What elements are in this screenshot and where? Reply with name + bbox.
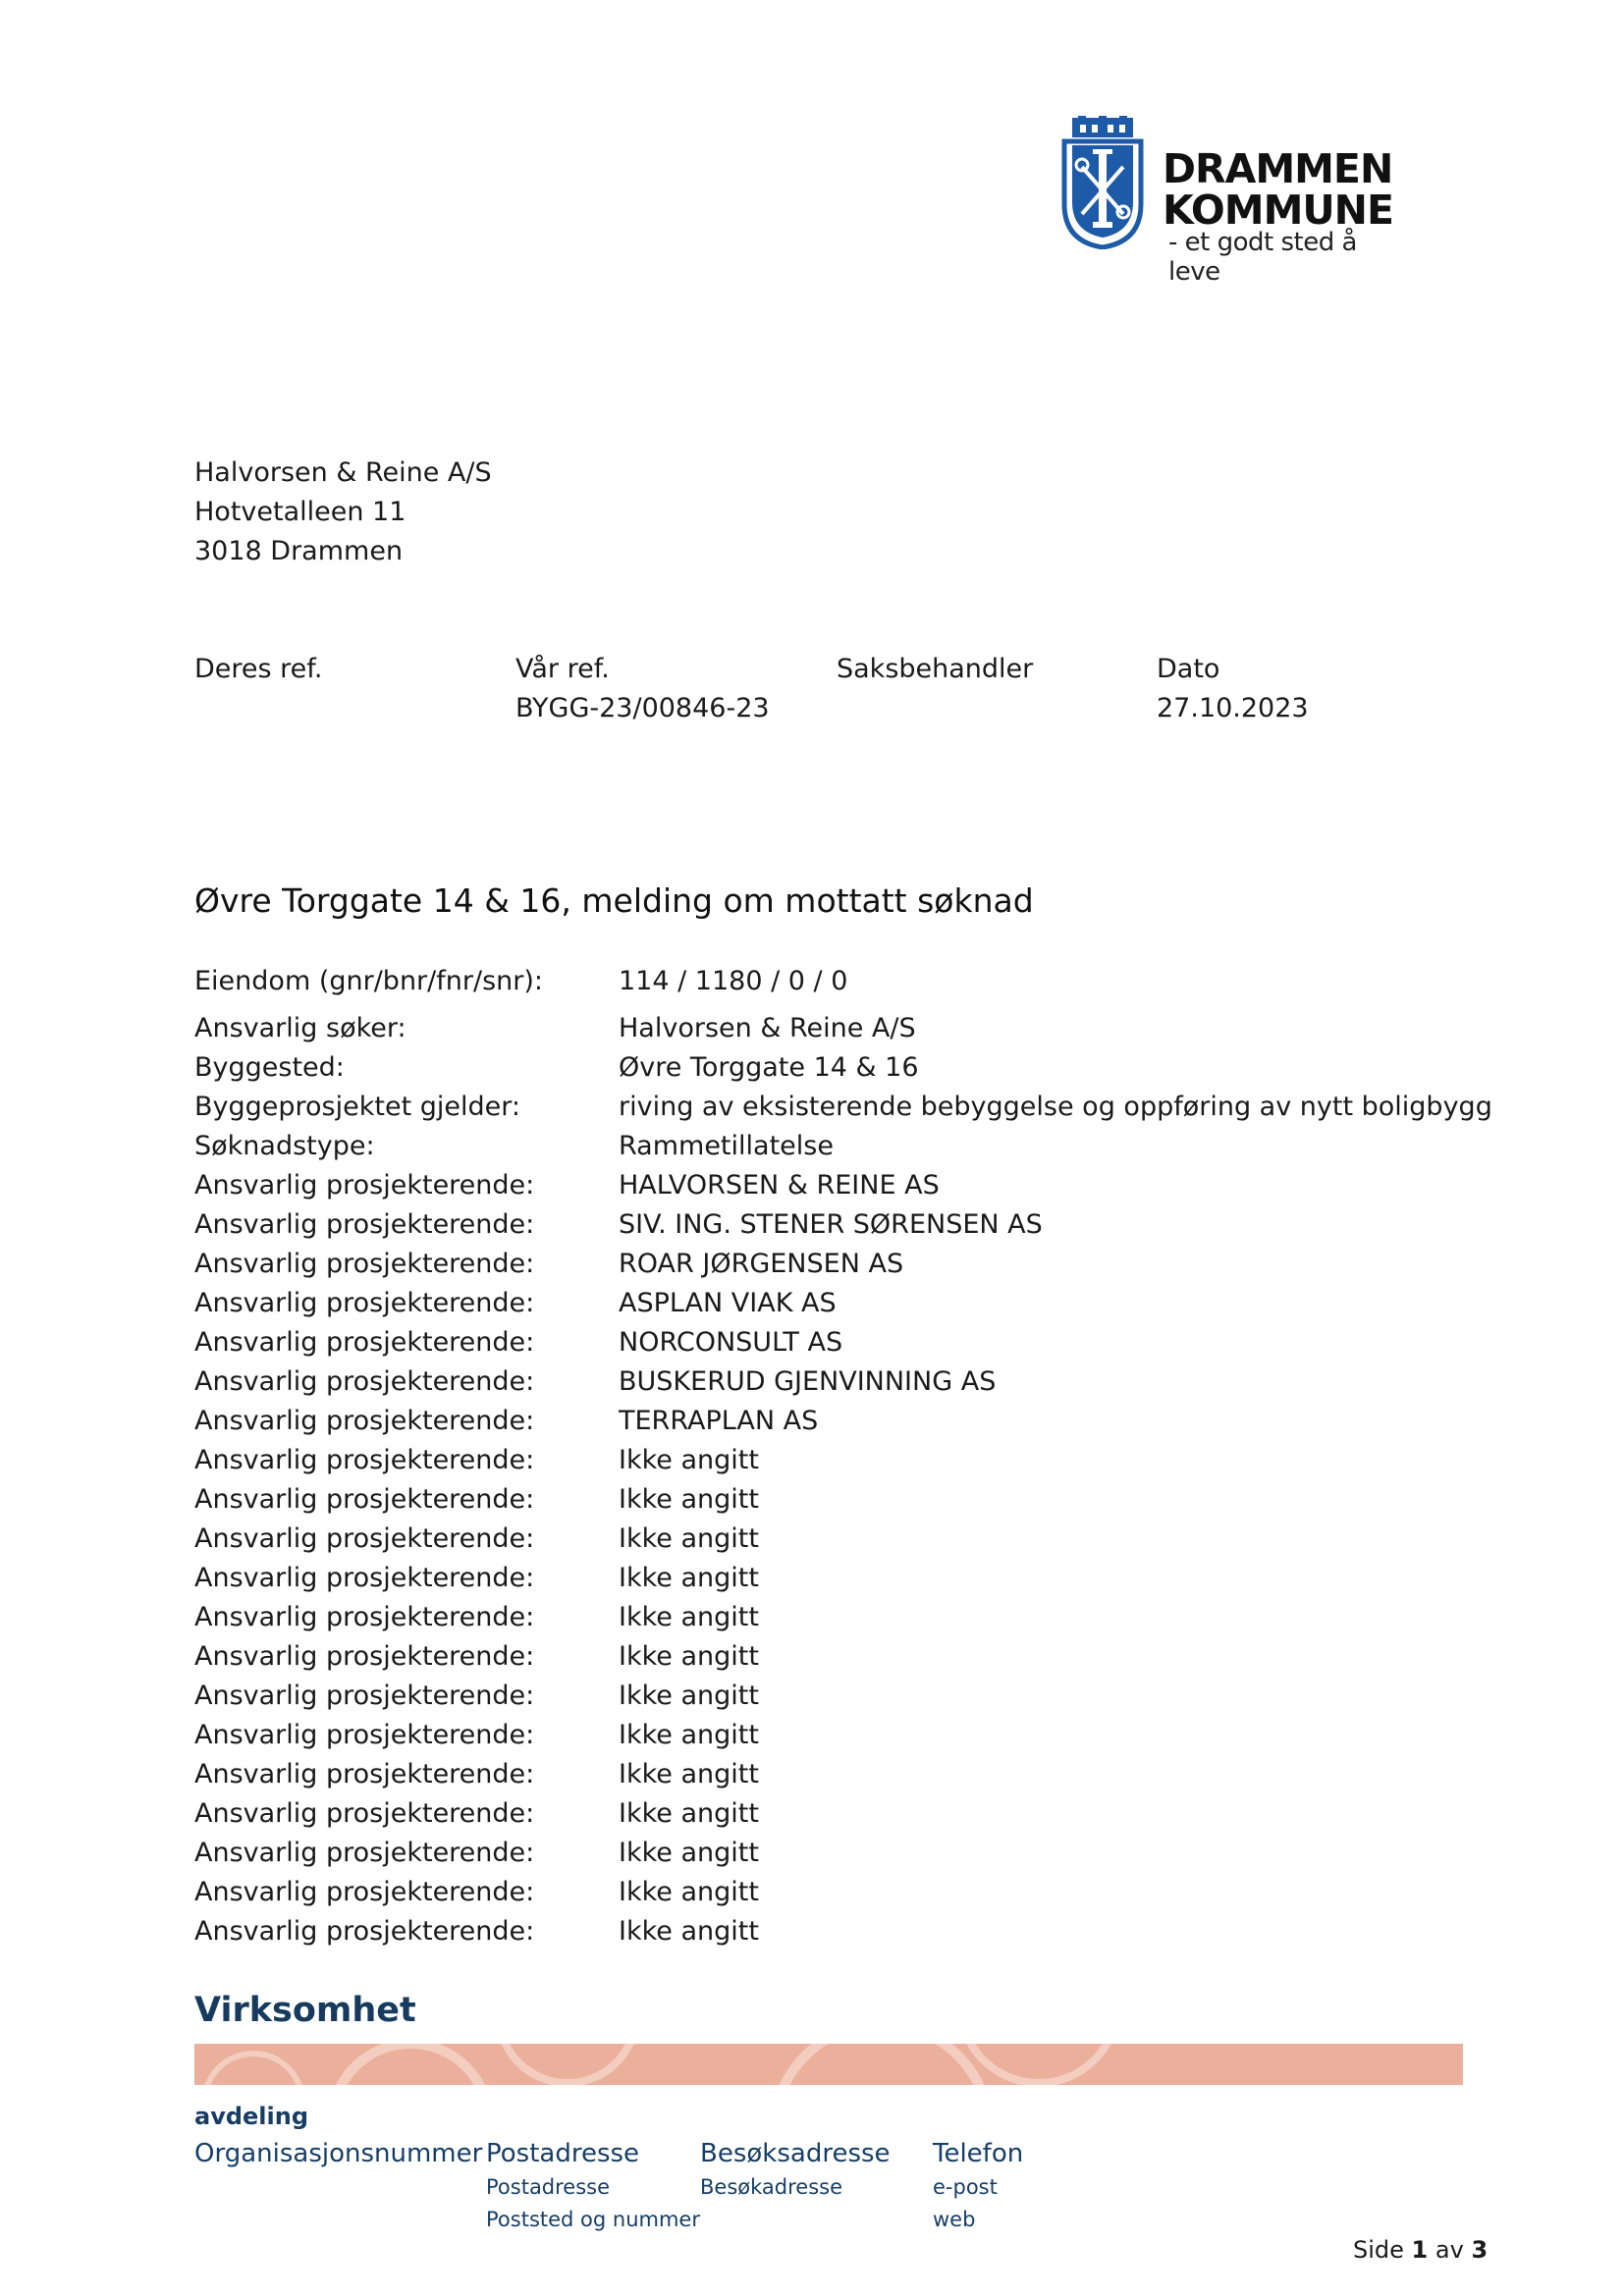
property-row <box>194 1559 1492 1598</box>
property-row <box>194 1402 1492 1441</box>
footer-col-head: Postadresse <box>486 2139 640 2168</box>
property-label: Ansvarlig prosjekterende: <box>194 1681 535 1711</box>
footer-col-orgnr <box>194 2136 482 2171</box>
property-value: riving av eksisterende bebyggelse og oppføring av nytt boligbygg <box>619 1092 1492 1122</box>
recipient-city: 3018 Drammen <box>194 536 404 566</box>
property-row <box>194 1716 1492 1755</box>
property-label: Ansvarlig prosjekterende: <box>194 1327 535 1358</box>
property-row <box>194 1245 1492 1284</box>
property-label: Ansvarlig prosjekterende: <box>194 1798 535 1829</box>
property-label: Ansvarlig prosjekterende: <box>194 1249 535 1279</box>
logo-line-2: KOMMUNE <box>1163 187 1393 234</box>
property-value: Øvre Torggate 14 & 16 <box>619 1052 919 1083</box>
property-row <box>194 1520 1492 1559</box>
property-label: Ansvarlig prosjekterende: <box>194 1602 535 1632</box>
property-value: Ikke angitt <box>619 1523 759 1554</box>
footer-organization: Virksomhet <box>194 1991 416 2030</box>
property-value: Ikke angitt <box>619 1563 759 1593</box>
footer-col-line: Poststed og nummer <box>486 2208 700 2231</box>
footer-col-postadresse <box>486 2136 700 2236</box>
property-label: Ansvarlig prosjekterende: <box>194 1406 535 1436</box>
property-label: Ansvarlig søker: <box>194 1013 406 1043</box>
page-middle: av <box>1435 2236 1464 2264</box>
property-label: Ansvarlig prosjekterende: <box>194 1445 535 1475</box>
property-value: ROAR JØRGENSEN AS <box>619 1249 904 1279</box>
property-label: Ansvarlig prosjekterende: <box>194 1209 535 1240</box>
footer-col-line: e-post <box>933 2175 998 2199</box>
property-row <box>194 1834 1492 1873</box>
footer-decorative-band <box>194 2044 1463 2085</box>
property-value: Ikke angitt <box>619 1445 759 1475</box>
property-value: Ikke angitt <box>619 1641 759 1672</box>
property-label: Ansvarlig prosjekterende: <box>194 1523 535 1554</box>
property-value: Ikke angitt <box>619 1838 759 1868</box>
property-row <box>194 1127 1492 1166</box>
property-list <box>194 962 1492 1951</box>
property-value: Ikke angitt <box>619 1602 759 1632</box>
property-label: Ansvarlig prosjekterende: <box>194 1641 535 1672</box>
page-indicator <box>1353 2236 1488 2264</box>
property-row <box>194 1362 1492 1402</box>
property-value: Halvorsen & Reine A/S <box>619 1013 916 1043</box>
property-row <box>194 1009 1492 1048</box>
property-value: Ikke angitt <box>619 1681 759 1711</box>
property-label: Ansvarlig prosjekterende: <box>194 1563 535 1593</box>
property-value: NORCONSULT AS <box>619 1327 843 1358</box>
property-label: Ansvarlig prosjekterende: <box>194 1916 535 1947</box>
property-row <box>194 1480 1492 1520</box>
property-row <box>194 1873 1492 1912</box>
document-title: Øvre Torggate 14 & 16, melding om mottatt søknad <box>194 881 1034 920</box>
footer-col-line: web <box>933 2208 976 2231</box>
property-value: Ikke angitt <box>619 1484 759 1515</box>
property-row <box>194 1088 1492 1127</box>
property-value: Rammetillatelse <box>619 1131 834 1161</box>
deres-ref-label: Deres ref. <box>194 654 323 684</box>
property-value: Ikke angitt <box>619 1877 759 1907</box>
property-value: Ikke angitt <box>619 1720 759 1750</box>
recipient-name: Halvorsen & Reine A/S <box>194 457 492 488</box>
band-pattern-icon <box>194 2044 1463 2085</box>
logo-tagline: - et godt sted å leve <box>1168 228 1357 287</box>
footer-col-telefon <box>933 2136 1023 2236</box>
property-value: Ikke angitt <box>619 1798 759 1829</box>
property-row <box>194 1912 1492 1951</box>
property-row <box>194 1794 1492 1834</box>
footer-col-besoksadresse <box>700 2136 891 2204</box>
property-label: Ansvarlig prosjekterende: <box>194 1170 535 1201</box>
property-label: Søknadstype: <box>194 1131 375 1161</box>
property-row <box>194 1637 1492 1677</box>
property-row <box>194 1166 1492 1205</box>
page-current: 1 <box>1411 2236 1429 2264</box>
property-label: Ansvarlig prosjekterende: <box>194 1484 535 1515</box>
property-value: Ikke angitt <box>619 1916 759 1947</box>
saksbehandler-label: Saksbehandler <box>837 654 1034 684</box>
property-label: Ansvarlig prosjekterende: <box>194 1366 535 1397</box>
footer-col-head: Telefon <box>933 2139 1024 2168</box>
property-label: Ansvarlig prosjekterende: <box>194 1838 535 1868</box>
property-row <box>194 1441 1492 1480</box>
footer-department: avdeling <box>194 2103 309 2130</box>
property-label: Eiendom (gnr/bnr/fnr/snr): <box>194 966 543 996</box>
logo-line-1: DRAMMEN <box>1163 145 1393 192</box>
property-value: 114 / 1180 / 0 / 0 <box>619 966 848 996</box>
property-value: TERRAPLAN AS <box>619 1406 819 1436</box>
var-ref-label: Vår ref. <box>515 654 610 684</box>
property-label: Ansvarlig prosjekterende: <box>194 1759 535 1789</box>
var-ref-value: BYGG-23/00846-23 <box>515 693 770 723</box>
drammen-kommune-logo <box>1058 116 1412 287</box>
property-row <box>194 1048 1492 1088</box>
property-row <box>194 1323 1492 1362</box>
page-prefix: Side <box>1353 2236 1404 2264</box>
property-value: ASPLAN VIAK AS <box>619 1288 837 1318</box>
property-label: Ansvarlig prosjekterende: <box>194 1877 535 1907</box>
property-row <box>194 962 1492 1001</box>
property-value: HALVORSEN & REINE AS <box>619 1170 940 1201</box>
property-row <box>194 1598 1492 1637</box>
property-row <box>194 1755 1492 1794</box>
footer-col-line: Besøkadresse <box>700 2175 843 2199</box>
dato-label: Dato <box>1157 654 1220 684</box>
page-total: 3 <box>1471 2236 1489 2264</box>
property-row <box>194 1677 1492 1716</box>
property-value: Ikke angitt <box>619 1759 759 1789</box>
dato-value: 27.10.2023 <box>1157 693 1309 723</box>
property-label: Ansvarlig prosjekterende: <box>194 1288 535 1318</box>
property-label: Ansvarlig prosjekterende: <box>194 1720 535 1750</box>
property-label: Byggeprosjektet gjelder: <box>194 1092 520 1122</box>
footer-col-line: Postadresse <box>486 2175 611 2199</box>
property-value: BUSKERUD GJENVINNING AS <box>619 1366 997 1397</box>
property-label: Byggested: <box>194 1052 345 1083</box>
footer-col-head: Besøksadresse <box>700 2139 891 2168</box>
property-row <box>194 1205 1492 1245</box>
footer-col-head: Organisasjonsnummer <box>194 2139 483 2168</box>
coat-of-arms-icon <box>1058 116 1147 249</box>
property-value: SIV. ING. STENER SØRENSEN AS <box>619 1209 1043 1240</box>
property-row <box>194 1284 1492 1323</box>
recipient-street: Hotvetalleen 11 <box>194 497 406 527</box>
